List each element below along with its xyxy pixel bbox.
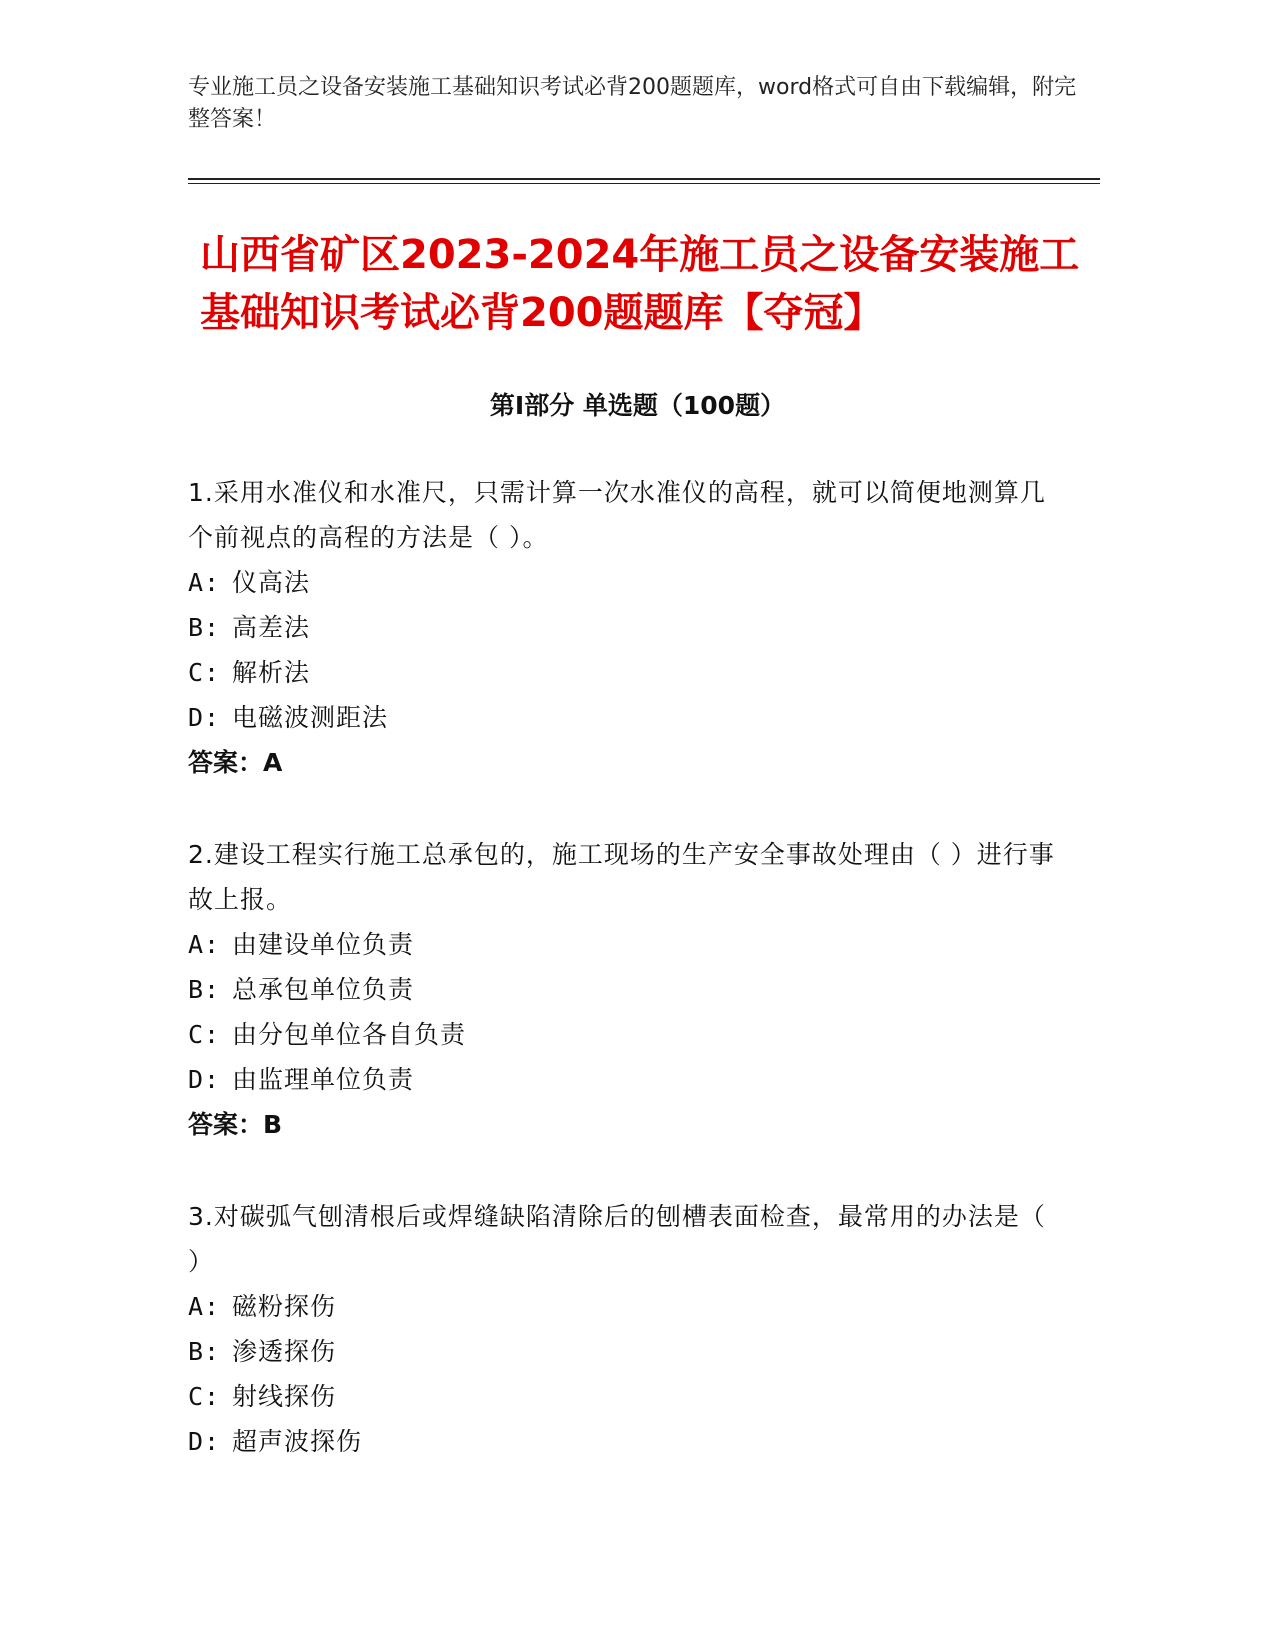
option-c: [188, 1374, 1068, 1419]
answer-label: 答案：A: [188, 748, 283, 777]
option-a: [188, 560, 1068, 605]
section-heading: 第Ⅰ部分 单选题（100题）: [489, 391, 786, 420]
question-3: [188, 1194, 1068, 1464]
header-divider-bottom: [188, 183, 1100, 184]
option-letter: B:: [188, 975, 221, 1004]
question-stem: 1.采用水准仪和水准尺，只需计算一次水准仪的高程，就可以简便地测算几个前视点的高程的方法是（ ）。: [188, 478, 1046, 552]
option-letter: C:: [188, 1020, 221, 1049]
question-1: [188, 470, 1068, 786]
option-letter: C:: [188, 1382, 221, 1411]
option-text: 电磁波测距法: [232, 703, 389, 732]
option-letter: D:: [188, 1065, 221, 1094]
header-divider-top: [188, 178, 1100, 180]
option-b: [188, 967, 1068, 1012]
question-2: [188, 832, 1068, 1148]
option-text: 由建设单位负责: [232, 930, 415, 959]
option-a: [188, 1284, 1068, 1329]
question-stem: 2.建设工程实行施工总承包的，施工现场的生产安全事故处理由（ ）进行事故上报。: [188, 840, 1055, 914]
option-d: [188, 1419, 1068, 1464]
question-stem: 3.对碳弧气刨清根后或焊缝缺陷清除后的刨槽表面检查，最常用的办法是（ ）: [188, 1202, 1046, 1276]
option-letter: A:: [188, 1292, 221, 1321]
option-b: [188, 1329, 1068, 1374]
option-text: 超声波探伤: [232, 1427, 363, 1456]
option-letter: B:: [188, 613, 221, 642]
option-c: [188, 1012, 1068, 1057]
option-text: 总承包单位负责: [232, 975, 415, 1004]
option-c: [188, 650, 1068, 695]
option-d: [188, 695, 1068, 740]
option-text: 解析法: [232, 658, 311, 687]
option-letter: A:: [188, 930, 221, 959]
option-letter: D:: [188, 1427, 221, 1456]
option-text: 射线探伤: [232, 1382, 337, 1411]
option-d: [188, 1057, 1068, 1102]
document-title: 山西省矿区2023-2024年施工员之设备安装施工基础知识考试必背200题题库【夺冠】: [200, 232, 1080, 336]
option-text: 高差法: [232, 613, 311, 642]
option-text: 仪高法: [232, 568, 311, 597]
answer-label: 答案：B: [188, 1110, 283, 1139]
option-text: 由分包单位各自负责: [232, 1020, 467, 1049]
option-text: 由监理单位负责: [232, 1065, 415, 1094]
option-letter: D:: [188, 703, 221, 732]
option-letter: A:: [188, 568, 221, 597]
option-a: [188, 922, 1068, 967]
option-letter: C:: [188, 658, 221, 687]
option-b: [188, 605, 1068, 650]
option-text: 渗透探伤: [232, 1337, 337, 1366]
option-letter: B:: [188, 1337, 221, 1366]
option-text: 磁粉探伤: [232, 1292, 337, 1321]
header-note: 专业施工员之设备安装施工基础知识考试必背200题题库，word格式可自由下载编辑，附完整答案！: [188, 75, 1077, 132]
